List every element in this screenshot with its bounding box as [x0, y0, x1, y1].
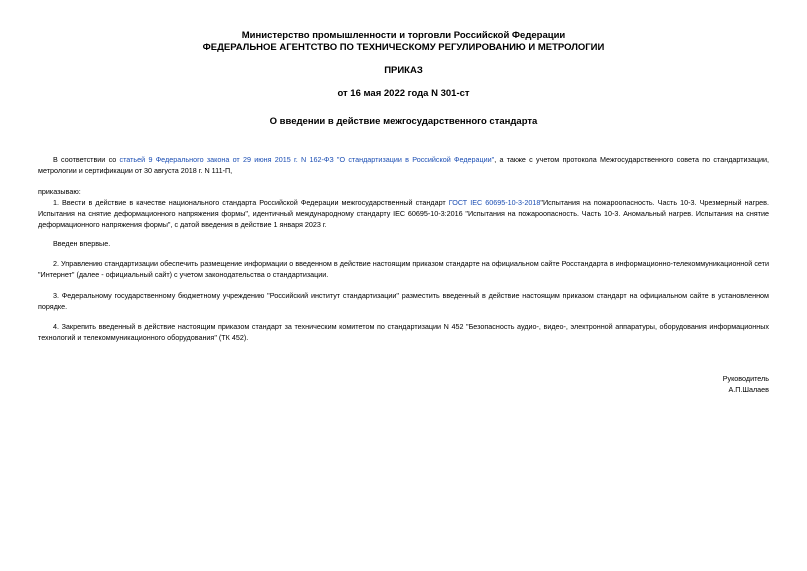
doc-type: ПРИКАЗ: [384, 65, 423, 76]
signature-block: [723, 373, 769, 395]
federal-law-link[interactable]: статьей 9 Федерального закона от 29 июня 2015 г. N 162-ФЗ "О стандартизации в Российской Федерации": [119, 155, 495, 164]
item-1-paragraph: [38, 197, 769, 230]
preamble-text-pre: В соответствии со: [53, 155, 120, 164]
signatory-title: Руководитель: [722, 374, 769, 383]
agency-heading: ФЕДЕРАЛЬНОЕ АГЕНТСТВО ПО ТЕХНИЧЕСКОМУ РЕГУЛИРОВАНИЮ И МЕТРОЛОГИИ: [202, 42, 605, 53]
item-4-paragraph: 4. Закрепить введенный в действие настоящим приказом стандарт за техническим комитетом по стандартизации N 452 "Безопасность аудио-, видео-, электронной аппаратуры, оборудования информационных технологий и телекоммуникационного оборудования" (ТК 452).: [38, 322, 769, 342]
introduced-note: Введен впервые.: [53, 239, 111, 248]
ministry-heading: Министерство промышленности и торговли Российской Федерации: [241, 30, 566, 41]
preamble-text-post: , а также с учетом протокола Межгосударственного совета по стандартизации, метрологии и сертификации от 30 августа 2018 г. N 111-П,: [38, 155, 769, 175]
item-1-text-pre: 1. Ввести в действие в качестве национального стандарта Российской Федерации межгосударственный стандарт: [53, 198, 449, 207]
item-1-text-post: "Испытания на пожароопасность. Часть 10-3. Чрезмерный нагрев. Испытания на снятие деформационного напряжения формы", идентичный международному стандарту IEC 60695-10-3:2016 "Испытания на пожароопасность. Часть 10-3. Аномальный нагрев. Испытания на снятие деформационного напряжения формы", с датой введения в действие 1 января 2023 г.: [38, 198, 769, 229]
item-2-paragraph: 2. Управлению стандартизации обеспечить размещение информации о введенном в действие настоящим приказом стандарте на официальном сайте Росстандарта в информационно-телекоммуникационной сети "Интернет" (далее - официальный сайт) с учетом законодательства о стандартизации.: [38, 259, 769, 279]
order-word: приказываю:: [38, 187, 81, 196]
item-3-paragraph: 3. Федеральному государственному бюджетному учреждению "Российский институт стандартизации" разместить введенный в действие настоящим приказом стандарт на официальном сайте в установленном порядке.: [38, 291, 769, 311]
signatory-name: А.П.Шалаев: [728, 385, 769, 394]
doc-subject: О введении в действие межгосударственного стандарта: [269, 116, 538, 127]
gost-standard-link[interactable]: ГОСТ IEC 60695-10-3-2018: [448, 198, 541, 207]
preamble-paragraph: [38, 154, 769, 176]
doc-date: от 16 мая 2022 года N 301-ст: [337, 88, 470, 99]
